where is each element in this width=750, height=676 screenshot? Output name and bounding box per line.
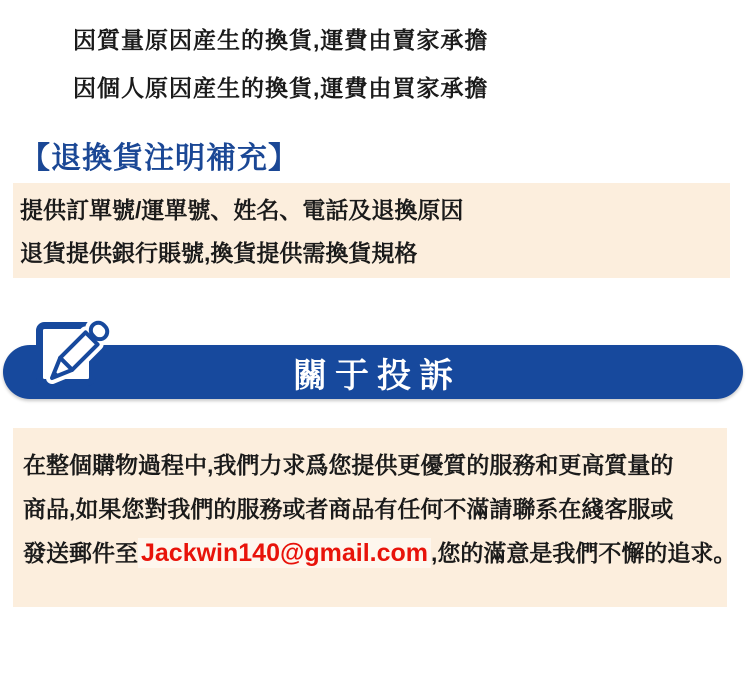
pencil-pad-icon [36, 314, 110, 392]
complaint-line-3-suffix: ,您的滿意是我們不懈的追求。 [431, 540, 737, 566]
complaint-line-3 [23, 531, 737, 575]
complaint-banner-title: 關于投訴 [293, 356, 461, 395]
complaint-line-1: 在整個購物過程中,我們力求爲您提供更優質的服務和更高質量的 [23, 452, 674, 478]
intro-line-personal: 因個人原因産生的換貨,運費由買家承擔 [73, 75, 489, 101]
return-notes-box [13, 183, 730, 278]
notice-line-order-info: 提供訂單號/運單號、姓名、電話及退換原因 [20, 197, 464, 223]
complaint-banner [3, 345, 743, 399]
intro-line-quality: 因質量原因産生的換貨,運費由賣家承擔 [73, 27, 489, 53]
complaint-text-box [13, 428, 737, 607]
section-heading-return-notes: 【退換貨注明補充】 [20, 142, 299, 175]
notice-line-bank-info: 退貨提供銀行賬號,換貨提供需換貨規格 [20, 240, 418, 266]
complaint-line-3-prefix: 發送郵件至 [23, 540, 138, 566]
contact-email: Jackwin140@gmail.com [138, 538, 431, 568]
complaint-line-2: 商品,如果您對我們的服務或者商品有任何不滿請聯系在綫客服或 [23, 496, 674, 522]
